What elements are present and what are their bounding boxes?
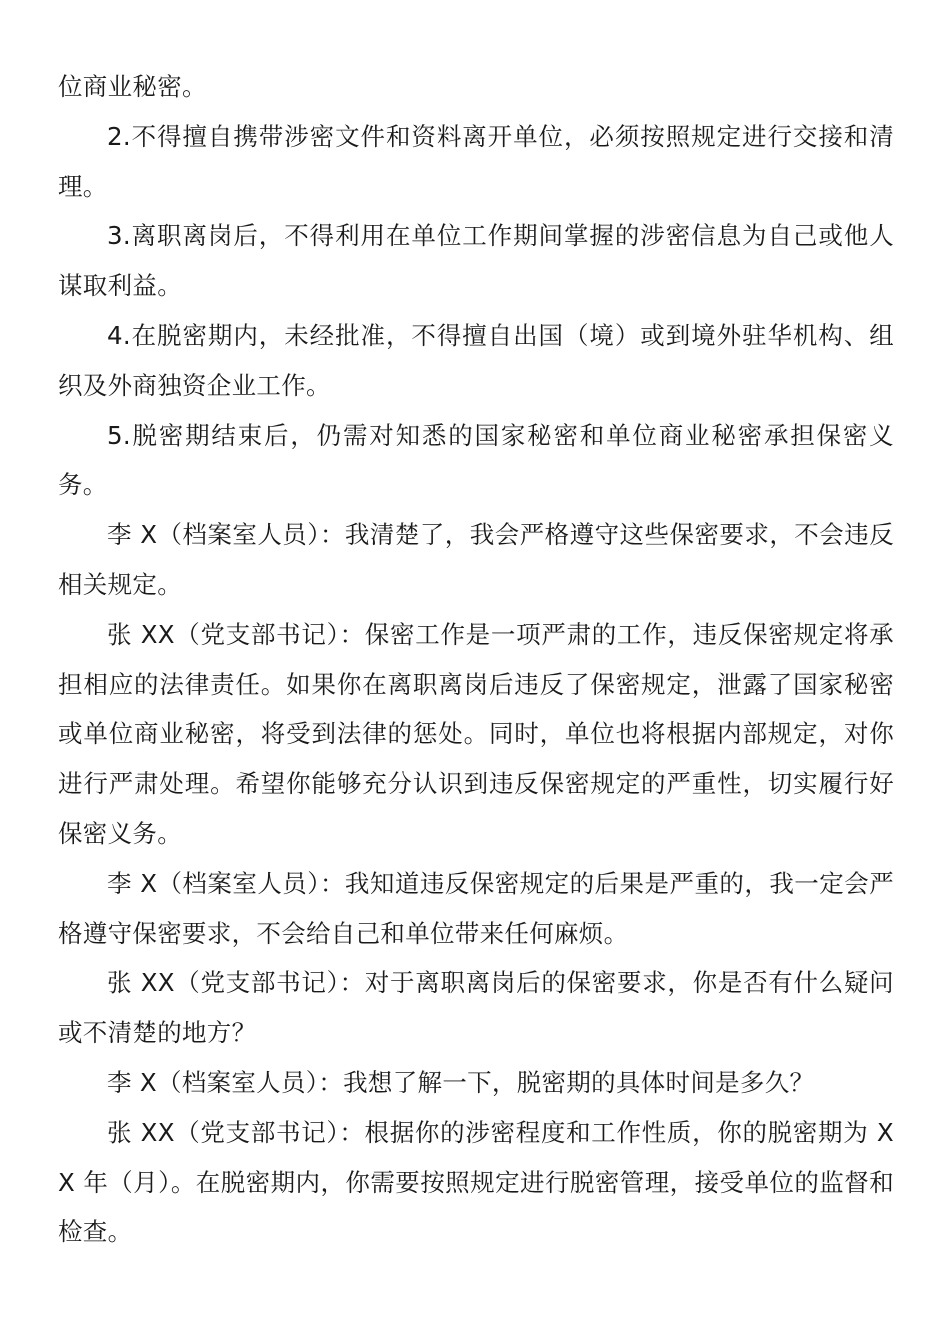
paragraph-dialogue-zhang-3: 张 XX（党支部书记）：根据你的涉密程度和工作性质，你的脱密期为 XX 年（月）。在脱密期内，你需要按照规定进行脱密管理，接受单位的监督和检查。 xyxy=(58,1117,894,1247)
paragraph-dialogue-zhang-1: 张 XX（党支部书记）：保密工作是一项严肃的工作，违反保密规定将承担相应的法律责任。如果你在离职离岗后违反了保密规定，泄露了国家秘密或单位商业秘密，将受到法律的惩处。同时，单位也将根据内部规定，对你进行严肃处理。希望你能够充分认识到违反保密规定的严重性，切实履行好保密义务。 xyxy=(58,619,894,848)
document-body xyxy=(58,62,894,1257)
paragraph-rule-3: 3.离职离岗后，不得利用在单位工作期间掌握的涉密信息为自己或他人谋取利益。 xyxy=(58,221,894,301)
paragraph-dialogue-zhang-2: 张 XX（党支部书记）：对于离职离岗后的保密要求，你是否有什么疑问或不清楚的地方？ xyxy=(58,968,894,1048)
paragraph-dialogue-li-1: 李 X（档案室人员）：我清楚了，我会严格遵守这些保密要求，不会违反相关规定。 xyxy=(58,520,894,599)
paragraph-continuation: 位商业秘密。 xyxy=(58,72,207,101)
paragraph-rule-4: 4.在脱密期内，未经批准，不得擅自出国（境）或到境外驻华机构、组织及外商独资企业工作。 xyxy=(58,320,894,400)
paragraph-rule-5: 5.脱密期结束后，仍需对知悉的国家秘密和单位商业秘密承担保密义务。 xyxy=(58,420,894,500)
paragraph-rule-2: 2.不得擅自携带涉密文件和资料离开单位，必须按照规定进行交接和清理。 xyxy=(58,121,894,201)
paragraph-dialogue-li-3: 李 X（档案室人员）：我想了解一下，脱密期的具体时间是多久？ xyxy=(107,1067,815,1097)
paragraph-dialogue-li-2: 李 X（档案室人员）：我知道违反保密规定的后果是严重的，我一定会严格遵守保密要求，不会给自己和单位带来任何麻烦。 xyxy=(58,868,894,948)
